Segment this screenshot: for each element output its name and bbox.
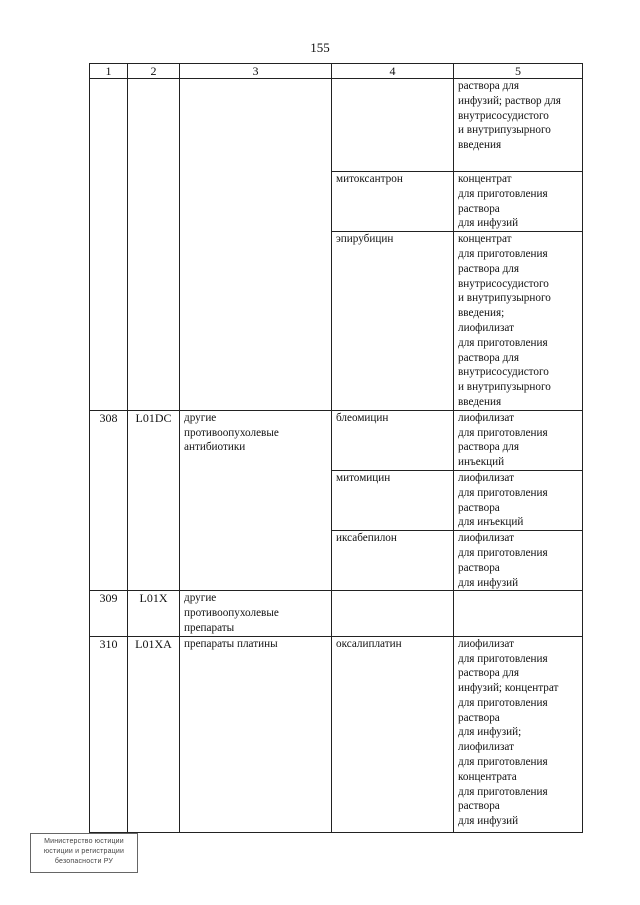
table-row [90,79,583,172]
column-header: 2 [128,64,180,79]
table-row [90,636,583,832]
cell-drug: оксалиплатин [332,636,454,832]
cell-dosage-form [454,591,583,636]
column-header: 3 [180,64,332,79]
cell-group [180,79,332,411]
cell-dosage-form: лиофилизат для приготовления раствора для инъекций [454,470,583,530]
cell-drug: иксабепилон [332,531,454,591]
cell-drug: митомицин [332,470,454,530]
cell-drug [332,591,454,636]
cell-dosage-form: лиофилизат для приготовления раствора для инфузий; концентрат для приготовления раствора для инфузий; лиофилизат для приготовления концентрата для приготовления раствора для инфузий [454,636,583,832]
cell-dosage-form: раствора для инфузий; раствор для внутрисосудистого и внутрипузырного введения [454,79,583,172]
cell-drug: блеомицин [332,410,454,470]
cell-dosage-form: концентрат для приготовления раствора для внутрисосудистого и внутрипузырного введения; лиофилизат для приготовления раствора для внутрисосудистого и внутрипузырного введения [454,232,583,411]
cell-dosage-form: лиофилизат для приготовления раствора для инъекций [454,410,583,470]
registration-stamp: Министерство юстиции юстиции и регистрации безопасности РУ [30,833,138,873]
table-header-row [90,64,583,79]
cell-dosage-form: концентрат для приготовления раствора для инфузий [454,172,583,232]
cell-group: препараты платины [180,636,332,832]
cell-code: L01DC [128,410,180,591]
column-header: 1 [90,64,128,79]
column-header: 4 [332,64,454,79]
cell-code: L01X [128,591,180,636]
cell-code: L01XA [128,636,180,832]
cell-dosage-form: лиофилизат для приготовления раствора для инфузий [454,531,583,591]
cell-number: 308 [90,410,128,591]
cell-drug: митоксантрон [332,172,454,232]
cell-group: другие противоопухолевые препараты [180,591,332,636]
page-number: 155 [310,40,330,55]
medicines-table [89,63,583,833]
cell-group: другие противоопухолевые антибиотики [180,410,332,591]
cell-code [128,79,180,411]
cell-drug [332,79,454,172]
cell-number: 309 [90,591,128,636]
table-row [90,591,583,636]
cell-drug: эпирубицин [332,232,454,411]
column-header: 5 [454,64,583,79]
table-row [90,410,583,470]
cell-number [90,79,128,411]
cell-number: 310 [90,636,128,832]
